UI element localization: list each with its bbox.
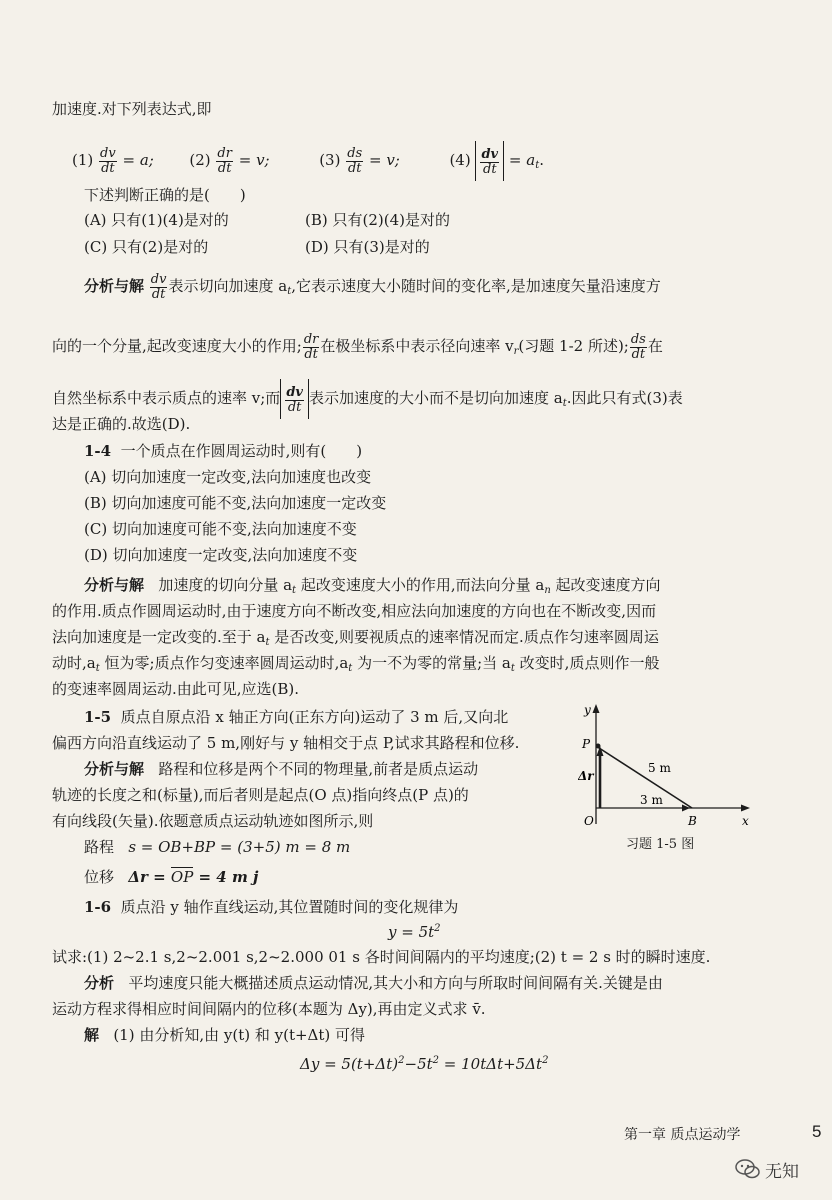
expr3-rhs: = v;: [369, 151, 400, 169]
expr3-label: (3): [319, 151, 341, 169]
q5-line2: 偏西方向沿直线运动了 5 m,刚好与 y 轴相交于点 P,试求其路程和位移.: [52, 734, 520, 752]
q6-analysis-line2: 运动方程求得相应时间间隔内的位移(本题为 Δy),再由定义式求 v̄.: [52, 1000, 486, 1018]
expr2-label: (2): [189, 151, 211, 169]
q5-analysis-line1: 分析与解 路程和位移是两个不同的物理量,前者是质点运动: [84, 760, 479, 778]
fig-p-label: P: [582, 737, 591, 751]
q5-number: 1-5: [84, 708, 112, 726]
expr4-label: (4): [449, 151, 471, 169]
chapter-footer: 第一章 质点运动学: [624, 1127, 741, 1143]
expr4-sub: t: [535, 160, 540, 171]
expr4-abs-fraction: $\frac{dv}{dt}$: [475, 141, 504, 181]
q5-figure: [578, 700, 758, 830]
q3-option-a: (A) 只有(1)(4)是对的: [84, 211, 229, 229]
q6-number: 1-6: [84, 898, 112, 916]
fig-bp-length: 5 m: [648, 761, 671, 775]
q5-vector-op: OP: [170, 868, 194, 886]
q5-displacement: 位移 Δr = OP = 4 m j: [84, 868, 259, 886]
q5-analysis-line3: 有向线段(矢量).依题意质点运动轨迹如图所示,则: [52, 812, 374, 830]
expr1-rhs: = a;: [122, 151, 154, 169]
q4-analysis-line2: 的作用.质点作圆周运动时,由于速度方向不断改变,相应法向加速度的方向也在不断改变,因而: [52, 602, 657, 620]
expr4-end: .: [539, 151, 544, 169]
q3-analysis-line1: 分析与解 $\frac{dv}{dt}$ 表示切向加速度 $a_t$,它表示速度大小随时间的变化率,是加速度矢量沿速度方: [84, 271, 661, 302]
fig-delta-r-label: Δr: [578, 769, 594, 783]
fig-y-label: y: [584, 703, 591, 717]
q6-solution-line1: 解 (1) 由分析知,由 y(t) 和 y(t+Δt) 可得: [84, 1026, 366, 1044]
page-number: 5: [812, 1122, 822, 1141]
q6-equation: $y = 5t^2$: [388, 923, 441, 941]
q6-solution-line2: $\Delta y = 5(t+\Delta t)^2-5t^2 = 10t\Delta t+5\Delta t^2$: [300, 1055, 549, 1073]
expr1-label: (1): [72, 151, 94, 169]
q4-option-a: (A) 切向加速度一定改变,法向加速度也改变: [84, 468, 372, 486]
q3-analysis-line4: 达是正确的.故选(D).: [52, 415, 191, 433]
q4-prompt: 1-4 一个质点在作圆周运动时,则有( ): [84, 442, 363, 460]
q5-analysis-line2: 轨迹的长度之和(标量),而后者则是起点(O 点)指向终点(P 点)的: [52, 786, 469, 804]
q3-option-b: (B) 只有(2)(4)是对的: [305, 211, 450, 229]
q6-prompt: 1-6 质点沿 y 轴作直线运动,其位置随时间的变化规律为: [84, 898, 459, 916]
q4-option-b: (B) 切向加速度可能不变,法向加速度一定改变: [84, 494, 387, 512]
q6-analysis-line1: 分析 平均速度只能大概描述质点运动情况,其大小和方向与所取时间间隔有关.关键是由: [84, 974, 663, 992]
q6-task: 试求:(1) 2~2.1 s,2~2.001 s,2~2.000 01 s 各时间间隔内的平均速度;(2) t = 2 s 时的瞬时速度.: [52, 948, 711, 966]
fig-b-label: B: [688, 814, 697, 828]
q4-analysis-line5: 的变速率圆周运动.由此可见,应选(B).: [52, 680, 300, 698]
q4-option-d: (D) 切向加速度一定改变,法向加速度不变: [84, 546, 358, 564]
q3-prompt: 下述判断正确的是( ): [84, 186, 246, 204]
wechat-icon: [735, 1158, 761, 1180]
expr2-fraction: $\frac{dr}{dt}$: [217, 145, 232, 176]
q4-option-c: (C) 切向加速度可能不变,法向加速度不变: [84, 520, 357, 538]
q5-line1: 1-5 质点自原点沿 x 轴正方向(正东方向)运动了 3 m 后,又向北: [84, 708, 509, 726]
q4-number: 1-4: [84, 442, 112, 460]
q3-option-c: (C) 只有(2)是对的: [84, 238, 209, 256]
q3-analysis-line2: 向的一个分量,起改变速度大小的作用; $\frac{dr}{dt}$ 在极坐标系中表示径向速率 $v_r$(习题 1-2 所述); $\frac{ds}{dt}$ 在: [52, 331, 663, 362]
fig-origin-label: O: [584, 814, 594, 828]
expressions-row: [72, 140, 544, 180]
q3-analysis-line3: 自然坐标系中表示质点的速率 v;而 $\frac{dv}{dt}$ 表示加速度的大小而不是切向加速度 $a_t$.因此只有式(3)表: [52, 378, 683, 418]
top-line: 加速度.对下列表达式,即: [52, 100, 212, 118]
expr4-rhs: = a: [508, 151, 536, 169]
q4-analysis-line4: 动时$,a_t$ 恒为零;质点作匀变速率圆周运动时$,a_t$ 为一不为零的常量;当 $a_t$ 改变时,质点则作一般: [52, 654, 660, 674]
watermark-text: 无知: [765, 1162, 799, 1182]
fig-x-label: x: [742, 814, 749, 828]
q3-option-d: (D) 只有(3)是对的: [305, 238, 430, 256]
expr2-rhs: = v;: [238, 151, 270, 169]
q4-analysis-line3: 法向加速度是一定改变的.至于 $a_t$ 是否改变,则要视质点的速率情况而定.质点作匀速率圆周运: [52, 628, 659, 648]
q5-path: 路程 s = OB+BP = (3+5) m = 8 m: [84, 838, 351, 856]
q5-figure-caption: 习题 1-5 图: [626, 837, 695, 852]
q3-analysis-label: 分析与解: [84, 277, 145, 295]
expr3-fraction: $\frac{ds}{dt}$: [347, 145, 363, 176]
q4-analysis-line1: 分析与解 加速度的切向分量 $a_t$ 起改变速度大小的作用,而法向分量 $a_n$ 起改变速度方向: [84, 576, 661, 596]
expr1-fraction: $\frac{dv}{dt}$: [100, 145, 116, 176]
fig-ob-length: 3 m: [640, 793, 663, 807]
